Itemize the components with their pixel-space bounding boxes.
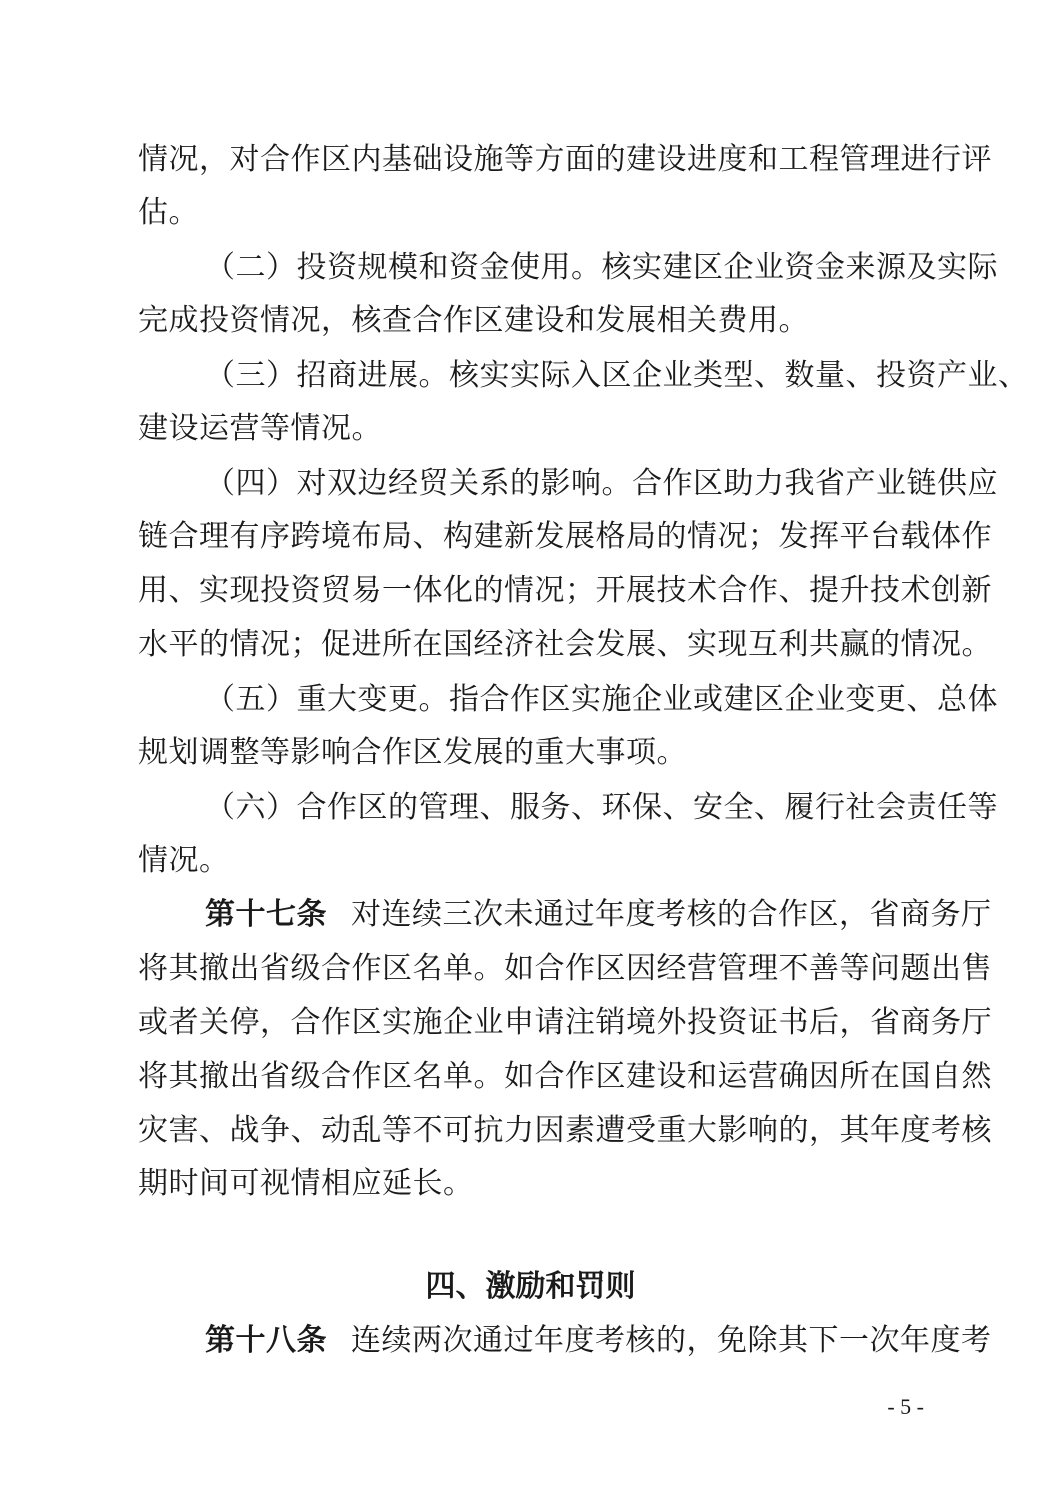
article-17-label: 第十七条 <box>205 897 327 932</box>
list-item-5: （五）重大变更。指合作区实施企业或建区企业变更、总体 <box>205 682 998 717</box>
article-17-line: 灾害、战争、动乱等不可抗力因素遭受重大影响的，其年度考核 <box>138 1113 992 1148</box>
article-18-text: 连续两次通过年度考核的，免除其下一次年度考 <box>351 1323 992 1358</box>
body-line: 完成投资情况，核查合作区建设和发展相关费用。 <box>138 303 809 338</box>
article-17-text: 对连续三次未通过年度考核的合作区，省商务厅 <box>351 897 992 932</box>
article-17-line: 将其撤出省级合作区名单。如合作区建设和运营确因所在国自然 <box>138 1059 992 1094</box>
body-line: 情况。 <box>138 843 230 878</box>
list-item-4: （四）对双边经贸关系的影响。合作区助力我省产业链供应 <box>205 466 998 501</box>
article-18-first-line <box>205 1321 992 1361</box>
article-17-line: 将其撤出省级合作区名单。如合作区因经营管理不善等问题出售 <box>138 951 992 986</box>
body-line: 水平的情况；促进所在国经济社会发展、实现互利共赢的情况。 <box>138 627 992 662</box>
list-item-2: （二）投资规模和资金使用。核实建区企业资金来源及实际 <box>205 250 998 285</box>
article-18-label: 第十八条 <box>205 1323 327 1358</box>
list-item-3: （三）招商进展。核实实际入区企业类型、数量、投资产业、 <box>205 358 1029 393</box>
section-heading: 四、激励和罚则 <box>425 1269 636 1304</box>
page-number: - 5 - <box>887 1394 924 1419</box>
article-17-line: 或者关停，合作区实施企业申请注销境外投资证书后，省商务厅 <box>138 1005 992 1040</box>
body-line: 建设运营等情况。 <box>138 411 382 446</box>
body-line: 情况，对合作区内基础设施等方面的建设进度和工程管理进行评 <box>138 142 992 177</box>
article-17-first-line <box>205 895 992 935</box>
body-line: 用、实现投资贸易一体化的情况；开展技术合作、提升技术创新 <box>138 573 992 608</box>
body-line: 估。 <box>138 195 199 230</box>
body-line: 规划调整等影响合作区发展的重大事项。 <box>138 735 687 770</box>
body-line: 链合理有序跨境布局、构建新发展格局的情况；发挥平台载体作 <box>138 519 992 554</box>
article-17-line: 期时间可视情相应延长。 <box>138 1166 474 1201</box>
list-item-6: （六）合作区的管理、服务、环保、安全、履行社会责任等 <box>205 790 998 825</box>
